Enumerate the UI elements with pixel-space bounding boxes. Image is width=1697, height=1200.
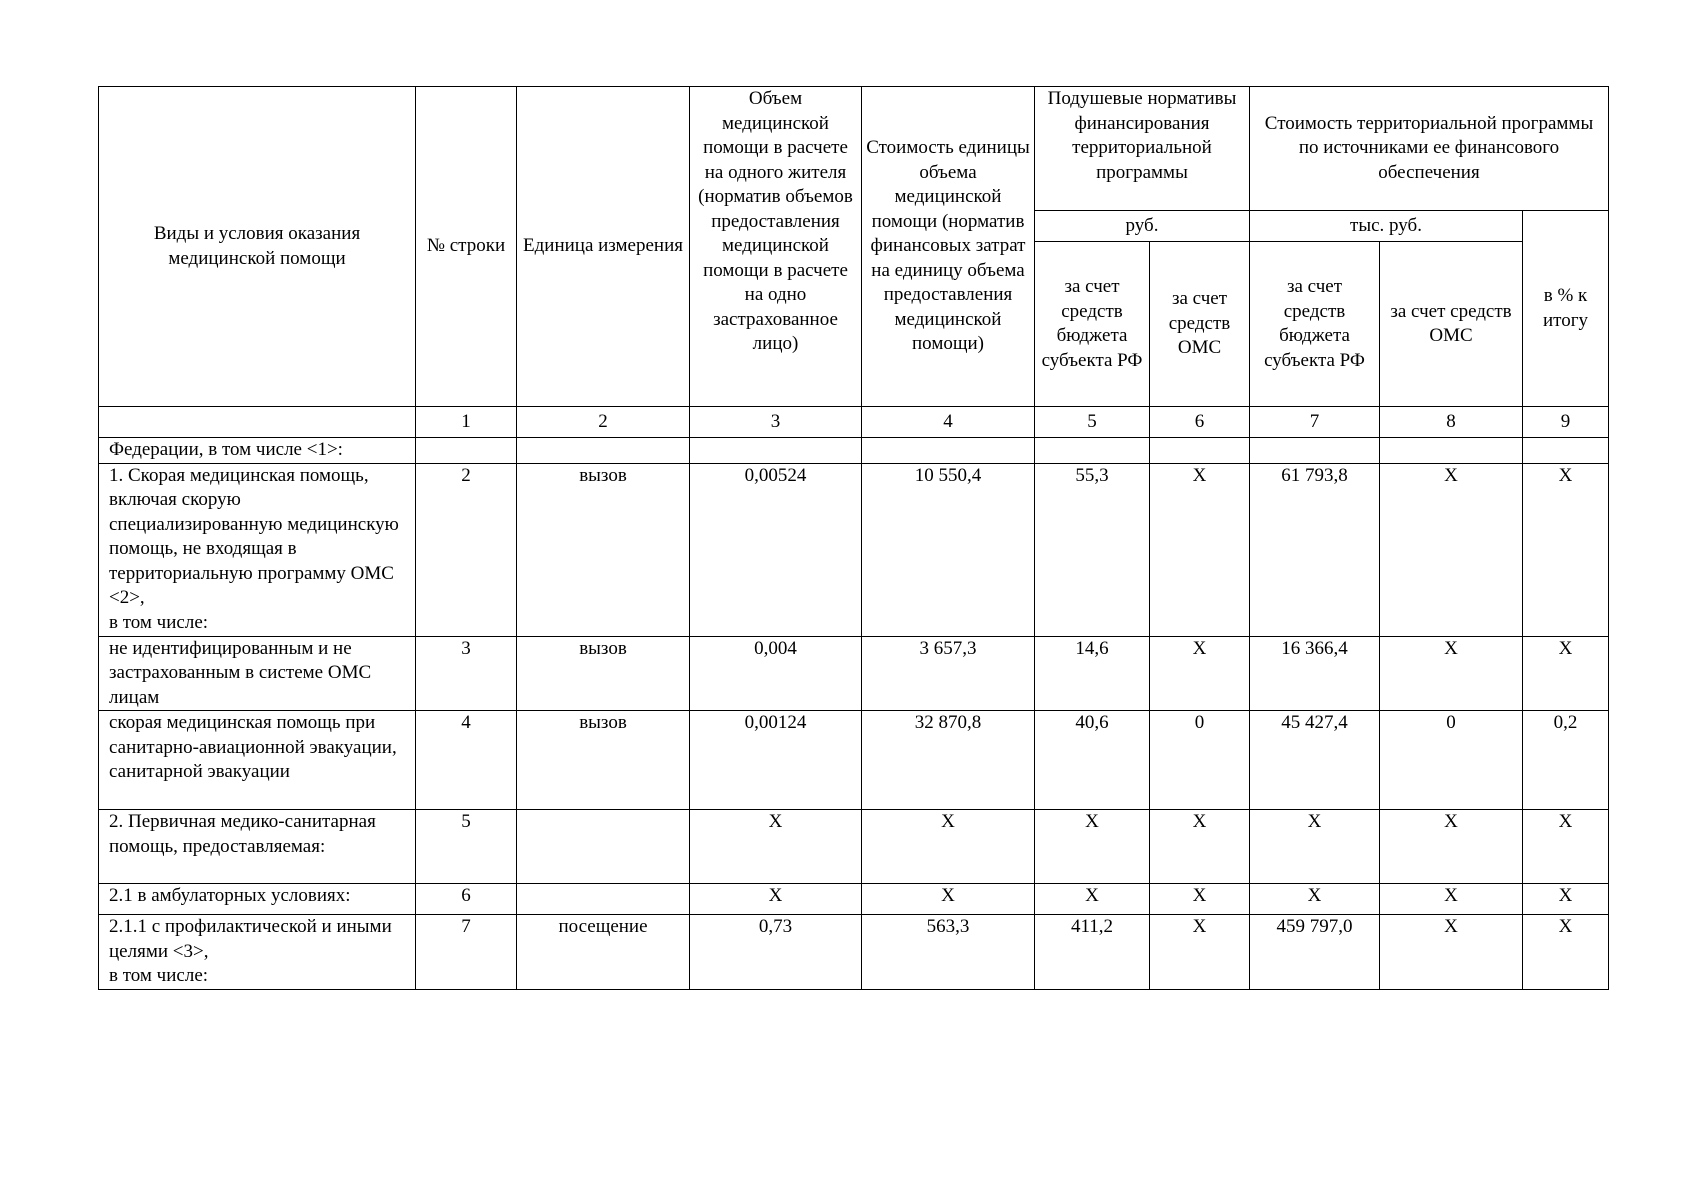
table-row xyxy=(99,711,1609,810)
row-percent-total: 0,2 xyxy=(1523,711,1609,810)
row-label: 2.1 в амбулаторных условиях: xyxy=(99,884,416,915)
table-row xyxy=(99,915,1609,990)
row-cost-budget: 61 793,8 xyxy=(1250,463,1380,636)
row-volume xyxy=(690,438,862,464)
row-label: 2. Первичная медико-санитарная помощь, предоставляемая: xyxy=(99,810,416,884)
row-per-capita-budget: 55,3 xyxy=(1035,463,1150,636)
row-volume: X xyxy=(690,884,862,915)
row-percent-total: X xyxy=(1523,463,1609,636)
row-cost-budget: 45 427,4 xyxy=(1250,711,1380,810)
row-unit-cost xyxy=(862,438,1035,464)
header-types: Виды и условия оказания медицинской помощи xyxy=(99,87,416,407)
column-number: 1 xyxy=(416,407,517,438)
row-percent-total: X xyxy=(1523,636,1609,711)
header-percent-total: в % к итогу xyxy=(1523,211,1609,407)
header-volume: Объем медицинской помощи в расчете на одного жителя (норматив объемов предоставления медицинской помощи в расчете на одно застрахованное лицо) xyxy=(690,87,862,407)
row-number: 4 xyxy=(416,711,517,810)
row-number: 6 xyxy=(416,884,517,915)
header-unit-cost: Стоимость единицы объема медицинской помощи (норматив финансовых затрат на единицу объема предоставления медицинской помощи) xyxy=(862,87,1035,407)
row-cost-oms: X xyxy=(1380,884,1523,915)
row-number xyxy=(416,438,517,464)
row-unit: вызов xyxy=(517,711,690,810)
table-row xyxy=(99,884,1609,915)
row-cost-oms: X xyxy=(1380,915,1523,990)
row-per-capita-budget: X xyxy=(1035,810,1150,884)
row-unit-cost: 10 550,4 xyxy=(862,463,1035,636)
table-body xyxy=(99,87,1609,990)
header-per-capita: Подушевые нормативы финансирования территориальной программы xyxy=(1035,87,1250,211)
row-per-capita-oms: 0 xyxy=(1150,711,1250,810)
financing-table xyxy=(98,86,1609,990)
row-cost-oms: X xyxy=(1380,636,1523,711)
row-unit xyxy=(517,810,690,884)
header-budget-thousand: за счет средств бюджета субъекта РФ xyxy=(1250,242,1380,407)
table-row xyxy=(99,438,1609,464)
row-cost-budget: 459 797,0 xyxy=(1250,915,1380,990)
row-percent-total: X xyxy=(1523,884,1609,915)
row-label: 2.1.1 с профилактической и иными целями <3>, в том числе: xyxy=(99,915,416,990)
row-per-capita-budget xyxy=(1035,438,1150,464)
row-volume: 0,00124 xyxy=(690,711,862,810)
table-row xyxy=(99,810,1609,884)
row-number: 5 xyxy=(416,810,517,884)
row-unit-cost: X xyxy=(862,884,1035,915)
row-percent-total: X xyxy=(1523,915,1609,990)
row-volume: 0,73 xyxy=(690,915,862,990)
row-label: не идентифицированным и не застрахованным в системе ОМС лицам xyxy=(99,636,416,711)
row-number: 3 xyxy=(416,636,517,711)
row-cost-oms: X xyxy=(1380,810,1523,884)
row-cost-budget xyxy=(1250,438,1380,464)
column-number: 5 xyxy=(1035,407,1150,438)
column-number: 3 xyxy=(690,407,862,438)
row-per-capita-oms: X xyxy=(1150,915,1250,990)
row-percent-total xyxy=(1523,438,1609,464)
header-unit: Единица измерения xyxy=(517,87,690,407)
column-number: 2 xyxy=(517,407,690,438)
row-label: Федерации, в том числе <1>: xyxy=(99,438,416,464)
row-per-capita-oms: X xyxy=(1150,636,1250,711)
header-rub: руб. xyxy=(1035,211,1250,242)
row-unit: посещение xyxy=(517,915,690,990)
row-unit xyxy=(517,884,690,915)
row-per-capita-budget: 411,2 xyxy=(1035,915,1150,990)
row-per-capita-budget: X xyxy=(1035,884,1150,915)
row-per-capita-oms xyxy=(1150,438,1250,464)
row-cost-oms: X xyxy=(1380,463,1523,636)
row-unit-cost: 3 657,3 xyxy=(862,636,1035,711)
row-per-capita-budget: 14,6 xyxy=(1035,636,1150,711)
row-label: скорая медицинская помощь при санитарно-авиационной эвакуации, санитарной эвакуации xyxy=(99,711,416,810)
row-cost-budget: X xyxy=(1250,810,1380,884)
header-oms-rub: за счет средств ОМС xyxy=(1150,242,1250,407)
row-per-capita-oms: X xyxy=(1150,884,1250,915)
column-number: 8 xyxy=(1380,407,1523,438)
row-cost-budget: X xyxy=(1250,884,1380,915)
column-numbers-row xyxy=(99,407,1609,438)
row-percent-total: X xyxy=(1523,810,1609,884)
row-cost-oms: 0 xyxy=(1380,711,1523,810)
header-budget-rub: за счет средств бюджета субъекта РФ xyxy=(1035,242,1150,407)
row-unit-cost: X xyxy=(862,810,1035,884)
row-unit: вызов xyxy=(517,636,690,711)
row-volume: 0,004 xyxy=(690,636,862,711)
row-cost-oms xyxy=(1380,438,1523,464)
column-number: 7 xyxy=(1250,407,1380,438)
header-row-number: № строки xyxy=(416,87,517,407)
row-label: 1. Скорая медицинская помощь, включая скорую специализированную медицинскую помощь, не входящая в территориальную программу ОМС <2>, в том числе: xyxy=(99,463,416,636)
column-number xyxy=(99,407,416,438)
row-number: 2 xyxy=(416,463,517,636)
header-oms-thousand: за счет средств ОМС xyxy=(1380,242,1523,407)
row-per-capita-oms: X xyxy=(1150,810,1250,884)
row-number: 7 xyxy=(416,915,517,990)
row-cost-budget: 16 366,4 xyxy=(1250,636,1380,711)
row-unit-cost: 563,3 xyxy=(862,915,1035,990)
row-unit xyxy=(517,438,690,464)
column-number: 9 xyxy=(1523,407,1609,438)
row-per-capita-oms: X xyxy=(1150,463,1250,636)
row-volume: X xyxy=(690,810,862,884)
row-volume: 0,00524 xyxy=(690,463,862,636)
header-row-1 xyxy=(99,87,1609,211)
row-per-capita-budget: 40,6 xyxy=(1035,711,1150,810)
header-thousand-rub: тыс. руб. xyxy=(1250,211,1523,242)
table-row xyxy=(99,636,1609,711)
column-number: 6 xyxy=(1150,407,1250,438)
row-unit: вызов xyxy=(517,463,690,636)
column-number: 4 xyxy=(862,407,1035,438)
row-unit-cost: 32 870,8 xyxy=(862,711,1035,810)
table-row xyxy=(99,463,1609,636)
header-program-cost: Стоимость территориальной программы по источниками ее финансового обеспечения xyxy=(1250,87,1609,211)
